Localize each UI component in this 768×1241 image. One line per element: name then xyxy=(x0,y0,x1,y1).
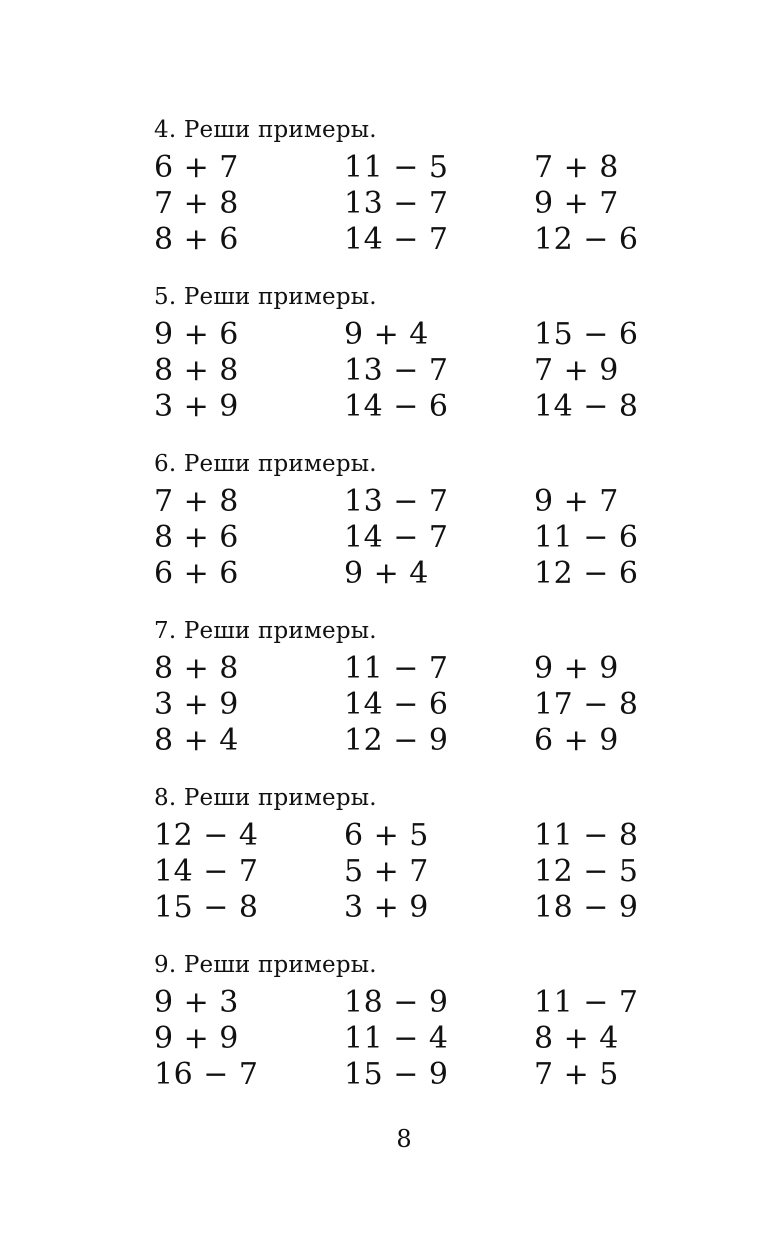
problem: 12 − 9 xyxy=(344,723,449,758)
problem: 16 − 7 xyxy=(154,1057,259,1092)
problem-grid xyxy=(154,150,654,258)
problem: 11 − 5 xyxy=(344,150,449,185)
task-6 xyxy=(154,444,654,611)
problem: 12 − 5 xyxy=(534,854,639,889)
task-4 xyxy=(154,110,654,277)
problem: 6 + 7 xyxy=(154,150,239,185)
problem: 17 − 8 xyxy=(534,687,639,722)
problem: 7 + 5 xyxy=(534,1057,619,1092)
problem: 6 + 5 xyxy=(344,818,429,853)
problem: 5 + 7 xyxy=(344,854,429,889)
problem: 8 + 8 xyxy=(154,651,239,686)
problem: 7 + 8 xyxy=(154,186,239,221)
task-8 xyxy=(154,778,654,945)
problem: 9 + 9 xyxy=(154,1021,239,1056)
problem: 14 − 7 xyxy=(154,854,259,889)
problem: 9 + 3 xyxy=(154,985,239,1020)
problem: 15 − 6 xyxy=(534,317,639,352)
task-heading: 9. Реши примеры. xyxy=(154,952,377,978)
problem: 11 − 8 xyxy=(534,818,639,853)
task-heading: 6. Реши примеры. xyxy=(154,451,377,477)
worksheet xyxy=(154,110,654,1112)
problem: 9 + 4 xyxy=(344,556,429,591)
problem: 9 + 7 xyxy=(534,186,619,221)
problem: 3 + 9 xyxy=(154,687,239,722)
problem: 7 + 8 xyxy=(534,150,619,185)
problem: 14 − 6 xyxy=(344,687,449,722)
problem: 9 + 9 xyxy=(534,651,619,686)
task-heading: 8. Реши примеры. xyxy=(154,785,377,811)
problem-grid xyxy=(154,818,654,926)
problem: 12 − 4 xyxy=(154,818,259,853)
task-heading: 5. Реши примеры. xyxy=(154,284,377,310)
problem: 3 + 9 xyxy=(344,890,429,925)
problem: 11 − 6 xyxy=(534,520,639,555)
problem: 15 − 8 xyxy=(154,890,259,925)
problem: 13 − 7 xyxy=(344,484,449,519)
problem: 18 − 9 xyxy=(534,890,639,925)
problem: 13 − 7 xyxy=(344,186,449,221)
problem: 8 + 8 xyxy=(154,353,239,388)
problem: 6 + 6 xyxy=(154,556,239,591)
problem: 6 + 9 xyxy=(534,723,619,758)
problem-grid xyxy=(154,317,654,425)
problem: 11 − 4 xyxy=(344,1021,449,1056)
problem: 12 − 6 xyxy=(534,222,639,257)
problem: 15 − 9 xyxy=(344,1057,449,1092)
problem: 13 − 7 xyxy=(344,353,449,388)
problem: 8 + 4 xyxy=(534,1021,619,1056)
problem: 11 − 7 xyxy=(534,985,639,1020)
problem: 12 − 6 xyxy=(534,556,639,591)
problem: 14 − 6 xyxy=(344,389,449,424)
problem-grid xyxy=(154,651,654,759)
problem: 11 − 7 xyxy=(344,651,449,686)
page-number: 8 xyxy=(396,1125,412,1153)
problem: 3 + 9 xyxy=(154,389,239,424)
problem: 14 − 7 xyxy=(344,222,449,257)
task-9 xyxy=(154,945,654,1112)
problem: 9 + 4 xyxy=(344,317,429,352)
problem: 8 + 6 xyxy=(154,520,239,555)
task-5 xyxy=(154,277,654,444)
problem: 7 + 8 xyxy=(154,484,239,519)
problem: 9 + 6 xyxy=(154,317,239,352)
task-heading: 4. Реши примеры. xyxy=(154,117,377,143)
task-7 xyxy=(154,611,654,778)
problem: 14 − 8 xyxy=(534,389,639,424)
problem-grid xyxy=(154,985,654,1093)
problem: 8 + 6 xyxy=(154,222,239,257)
problem: 7 + 9 xyxy=(534,353,619,388)
problem: 18 − 9 xyxy=(344,985,449,1020)
problem-grid xyxy=(154,484,654,592)
problem: 9 + 7 xyxy=(534,484,619,519)
task-heading: 7. Реши примеры. xyxy=(154,618,377,644)
problem: 8 + 4 xyxy=(154,723,239,758)
problem: 14 − 7 xyxy=(344,520,449,555)
